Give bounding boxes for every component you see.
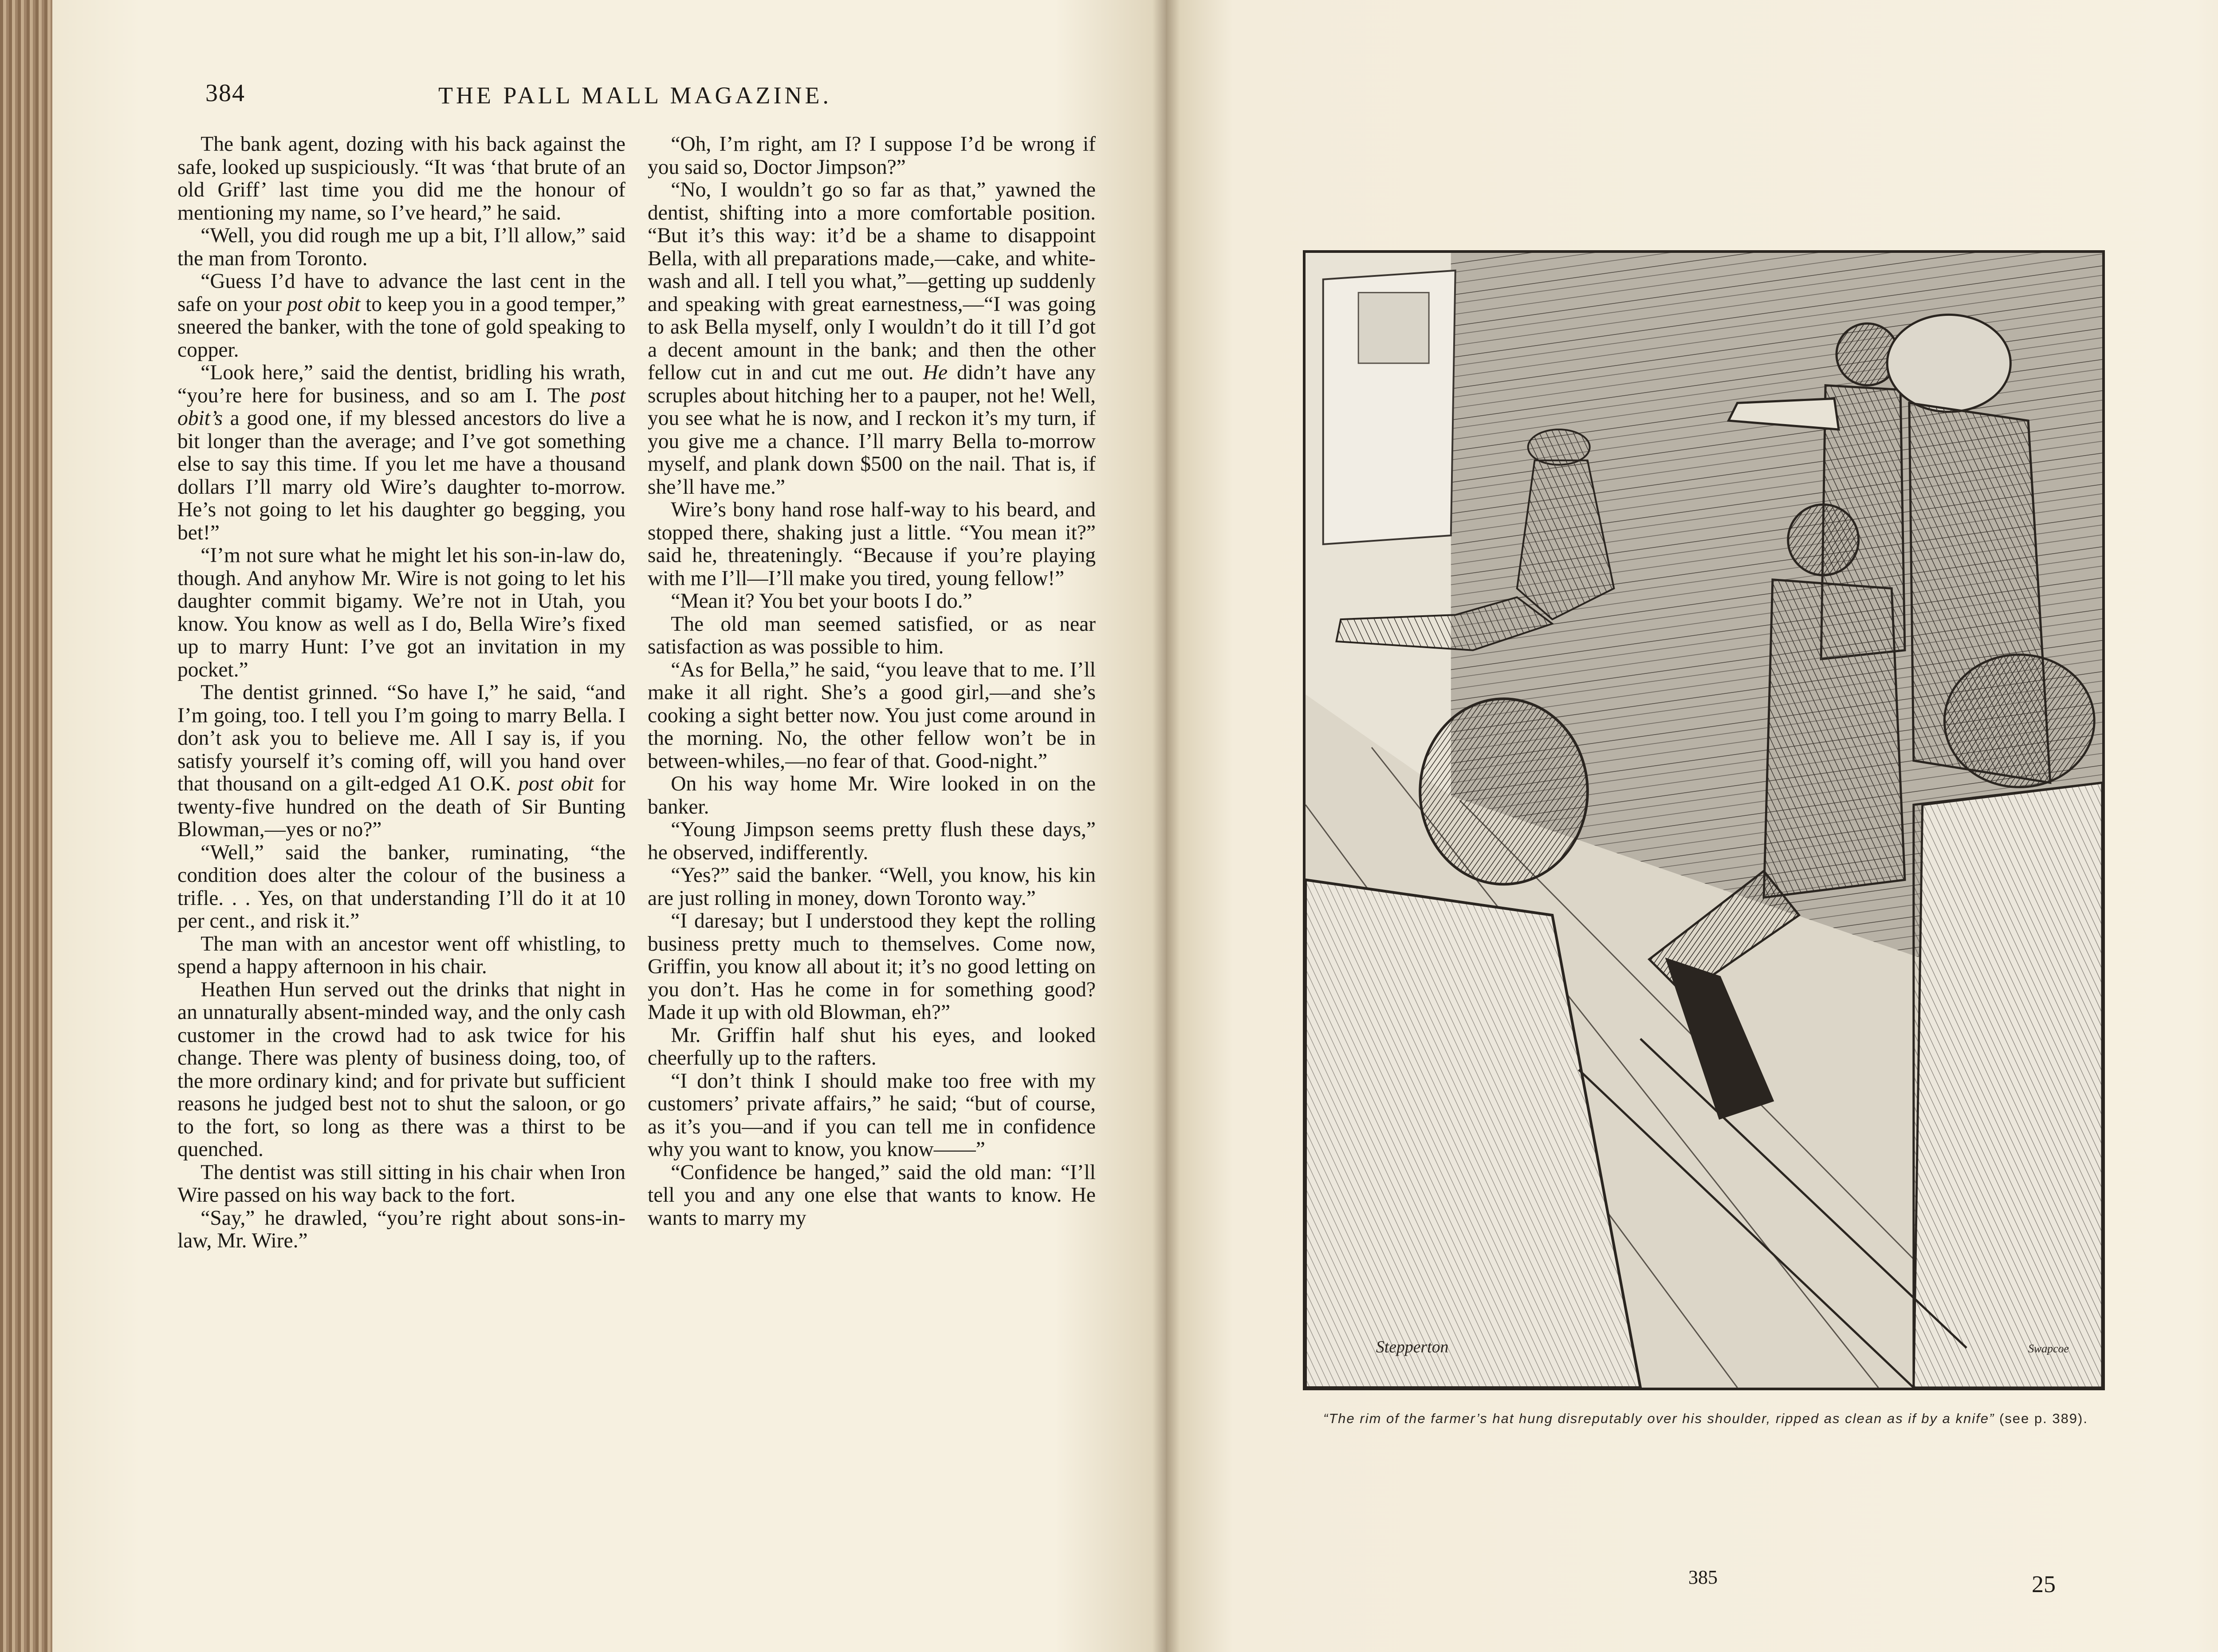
paragraph [648, 818, 1096, 864]
paragraph [177, 842, 625, 933]
paragraph [648, 179, 1096, 499]
paragraph [177, 681, 625, 842]
text-run: “Say,” he drawled, “you’re right about sons-in-law, Mr. Wire.” [177, 1206, 625, 1252]
paragraph [177, 1207, 625, 1253]
text-run: Wire’s bony hand rose half-way to his beard, and stopped there, shaking just a little. “You mean it?” said he, threateningly. “Because if you’re playing with me I’ll—I’ll make you tired, young fellow!” [648, 498, 1096, 590]
italic-run: He [923, 361, 948, 384]
text-run: “Well, you did rough me up a bit, I’ll allow,” said the man from Toronto. [177, 224, 625, 270]
running-title: THE PALL MALL MAGAZINE. [438, 82, 832, 109]
illustration-plate [1303, 250, 2105, 1390]
paragraph [177, 933, 625, 979]
left-page [52, 0, 1166, 1652]
paragraph [177, 362, 625, 544]
italic-run: post obit [287, 292, 361, 316]
signature-mark: 25 [2032, 1571, 2056, 1597]
text-run: Mr. Griffin half shut his eyes, and looked cheerfully up to the rafters. [648, 1023, 1096, 1070]
running-head [52, 75, 1166, 115]
page-number-left: 384 [205, 79, 245, 107]
text-run: “Look here,” said the dentist, bridling his wrath, “you’re here for business, and so am I. The [177, 361, 625, 407]
paragraph [648, 613, 1096, 659]
text-run: “I daresay; but I understood they kept the rolling business pretty much to themselves. Come now, Griffin, you know all about it; it’s no good letting on you don’t. Has he come in for something good? Made it up with old Blowman, eh?” [648, 909, 1096, 1024]
text-run: “Mean it? You bet your boots I do.” [671, 590, 972, 613]
paragraph [648, 1024, 1096, 1070]
caption-page-reference: (see p. 389). [1994, 1411, 2088, 1426]
text-run: “I’m not sure what he might let his son-in-law do, though. And anyhow Mr. Wire is not going to let his daughter commit bigamy. We’re not in Utah, you know. You know as well as I do, Bella Wire’s fixed up to marry Hunt: I’ve got an invitation in my pocket.” [177, 544, 625, 681]
text-run: “Oh, I’m right, am I? I suppose I’d be wrong if you said so, Doctor Jimpson?” [648, 133, 1096, 179]
paragraph [648, 499, 1096, 590]
text-run: The bank agent, dozing with his back against the safe, looked up suspiciously. “It was ‘that brute of an old Griff’ last time you did me the honour of mentioning my name, so I’ve heard,” he said. [177, 133, 625, 224]
text-run: The man with an ancestor went off whistling, to spend a happy afternoon in his chair. [177, 932, 625, 978]
paragraph [648, 590, 1096, 613]
text-run: “I don’t think I should make too free with my customers’ private affairs,” he said; “but of course, as it’s you—and if you can tell me in confidence why you want to know, you know——” [648, 1069, 1096, 1161]
paragraph [648, 133, 1096, 179]
text-run: “Confidence be hanged,” said the old man: “I’ll tell you and any one else that wants to know. He wants to marry my [648, 1160, 1096, 1230]
text-run: “Young Jimpson seems pretty flush these days,” he observed, indifferently. [648, 818, 1096, 864]
text-run: didn’t have any scruples about hitching her to a pauper, not he! Well, you see what he is now, and I reckon it’s my turn, if you give me a chance. I’ll marry Bella to-morrow myself, and plank down $500 on the nail. That is, if she’ll have me.” [648, 361, 1096, 499]
italic-run: post obit [518, 772, 594, 795]
page-edges-left [0, 0, 52, 1652]
paragraph [177, 544, 625, 681]
paragraph [648, 1070, 1096, 1161]
artist-signature-left: Stepperton [1376, 1337, 1449, 1357]
text-run: The old man seemed satisfied, or as near satisfaction as was possible to him. [648, 612, 1096, 658]
binding-gutter [1152, 0, 1180, 1652]
caption-text: “The rim of the farmer’s hat hung disreputably over his shoulder, ripped as clean as if by a knife” [1323, 1411, 1995, 1426]
engraver-signature: Swapcoe [2028, 1342, 2069, 1355]
illustration-caption [1260, 1411, 2151, 1427]
paragraph [177, 270, 625, 362]
illustration-drawing [1306, 253, 2102, 1388]
paragraph [648, 864, 1096, 910]
text-run: “As for Bella,” he said, “you leave that to me. I’ll make it all right. She’s a good girl,—and she’s cooking a sight better now. You just come around in the morning. No, the other fellow won’t be in between-whiles,—no fear of that. Good-night.” [648, 658, 1096, 773]
text-run: “Guess I’d have to advance the last cent in the safe on your [177, 270, 625, 316]
paragraph [648, 773, 1096, 818]
text-column-1 [177, 133, 625, 1253]
paragraph [177, 224, 625, 270]
text-column-2 [648, 133, 1096, 1230]
text-run: “Yes?” said the banker. “Well, you know, his kin are just rolling in money, down Toronto way.” [648, 864, 1096, 910]
text-run: Heathen Hun served out the drinks that night in an unnaturally absent-minded way, and the only cash customer in the crowd had to ask twice for his change. There was plenty of business doing, too, of the more ordinary kind; and for private but sufficient reasons he judged best not to shut the saloon, or go to the fort, so long as there was a thirst to be quenched. [177, 978, 625, 1161]
text-run: “Well,” said the banker, ruminating, “the condition does alter the colour of the business a trifle. . . Yes, on that understanding I’ll do it at 10 per cent., and risk it.” [177, 841, 625, 932]
text-run: On his way home Mr. Wire looked in on the banker. [648, 772, 1096, 818]
paragraph [648, 1161, 1096, 1230]
text-run: for twenty-five hundred on the death of Sir Bunting Blowman,—yes or no?” [177, 772, 626, 841]
paragraph [177, 133, 625, 224]
text-run: to keep you in a good temper,” sneered the banker, with the tone of gold speaking to copper. [177, 292, 626, 362]
italic-run: post obit’s [177, 384, 625, 430]
paragraph [177, 1161, 625, 1207]
paragraph [177, 979, 625, 1161]
text-run: The dentist was still sitting in his chair when Iron Wire passed on his way back to the fort. [177, 1160, 625, 1207]
page-number-right: 385 [1688, 1566, 1718, 1588]
paragraph [648, 659, 1096, 773]
text-run: The dentist grinned. “So have I,” he said, “and I’m going, too. I tell you I’m going to marry Bella. I don’t ask you to believe me. All I say is, if you satisfy yourself it’s coming off, will you hand over that thousand on a gilt-edged A1 O.K. [177, 681, 625, 795]
paragraph [648, 910, 1096, 1024]
text-run: a good one, if my blessed ancestors do live a bit longer than the average; and I’ve got something else to say this time. If you let me have a thousand dollars I’ll marry old Wire’s daughter to-morrow. He’s not going to let his daughter go begging, you bet!” [177, 407, 625, 544]
text-run: “No, I wouldn’t go so far as that,” yawned the dentist, shifting into a more comfortable position. “But it’s this way: it’d be a shame to disappoint Bella, with all preparations made,—cake, and white-wash and all. I tell you what,”—getting up suddenly and speaking with great earnestness,—“I was going to ask Bella myself, only I wouldn’t do it till I’d got a decent amount in the bank; and then the other fellow cut in and cut me out. [648, 178, 1096, 384]
